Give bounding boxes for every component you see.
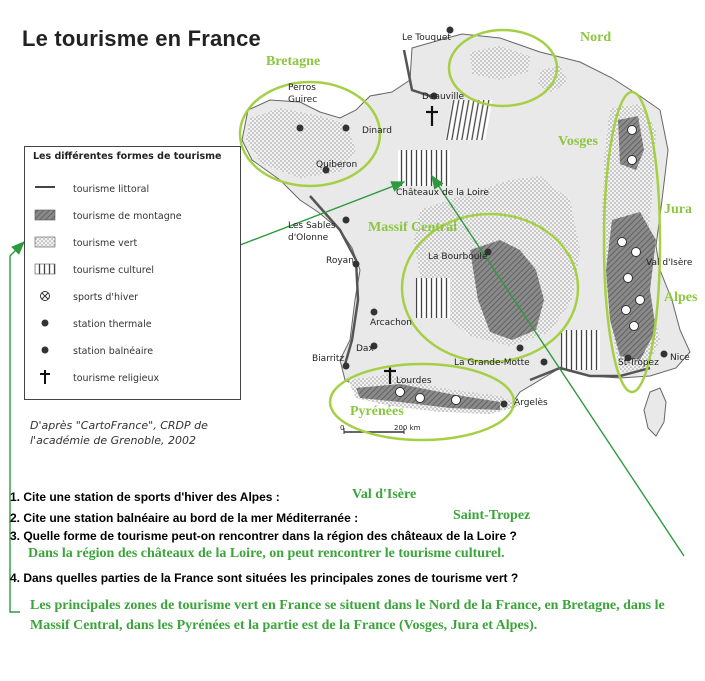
label-quiberon: Quiberon bbox=[316, 160, 358, 170]
dot-icon bbox=[33, 317, 57, 329]
culture-provence bbox=[560, 330, 600, 370]
station-dot bbox=[343, 217, 350, 224]
region-bretagne: Bretagne bbox=[266, 54, 321, 69]
label-biarritz: Biarritz bbox=[312, 354, 345, 364]
question-1: 1. Cite une station de sports d'hiver des Alpes : bbox=[10, 490, 280, 504]
legend-box bbox=[24, 146, 241, 400]
coast-line-icon bbox=[33, 181, 57, 193]
station-dot bbox=[517, 345, 524, 352]
arrow-green-answer bbox=[10, 242, 24, 612]
region-nord: Nord bbox=[580, 30, 612, 45]
answer-3: Dans la région des châteaux de la Loire, on peut rencontrer le tourisme culturel. bbox=[28, 546, 505, 561]
label-scale-km: 200 km bbox=[394, 424, 421, 432]
region-pyrenees: Pyrénées bbox=[350, 404, 404, 419]
label-argeles: Argelès bbox=[514, 398, 548, 408]
legend-title: Les différentes formes de tourisme bbox=[33, 151, 222, 162]
label-chateaux-loire: Châteaux de la Loire bbox=[396, 188, 489, 198]
answer-1: Val d'Isère bbox=[352, 487, 417, 502]
question-3: 3. Quelle forme de tourisme peut-on rencontrer dans la région des châteaux de la Loire ? bbox=[10, 529, 517, 543]
culture-normandy bbox=[445, 100, 492, 140]
cross-icon bbox=[33, 369, 57, 385]
page-title: Le tourisme en France bbox=[22, 26, 261, 51]
label-nice: Nice bbox=[670, 353, 690, 363]
dotted-pattern-icon bbox=[33, 236, 57, 248]
question-4: 4. Dans quelles parties de la France sont situées les principales zones de tourisme vert ? bbox=[10, 571, 519, 585]
corsica bbox=[644, 388, 666, 436]
label-sables-olonne: Les Sables d'Olonne bbox=[288, 221, 336, 243]
label-le-touquet: Le Touquet bbox=[402, 33, 451, 43]
station-dot bbox=[541, 359, 548, 366]
label-st-tropez: St-Tropez bbox=[618, 358, 659, 368]
label-deauville: Deauville bbox=[422, 92, 465, 102]
crossed-circle-icon bbox=[33, 290, 57, 302]
legend-label-religieux: tourisme religieux bbox=[73, 373, 160, 384]
label-royan: Royan bbox=[326, 256, 354, 266]
legend-label-culturel: tourisme culturel bbox=[73, 265, 154, 276]
region-jura: Jura bbox=[664, 202, 692, 217]
station-dot bbox=[343, 125, 350, 132]
label-dinard: Dinard bbox=[362, 126, 392, 136]
answer-4: Les principales zones de tourisme vert en France se situent dans le Nord de la France, en Bretagne, dans le Massif Central, dans les Pyrénées et la partie est de la France (Vosges, Jura et Alpes). bbox=[30, 598, 665, 633]
region-vosges: Vosges bbox=[558, 134, 598, 149]
station-dot bbox=[501, 401, 508, 408]
source-credit: D'après "CartoFrance", CRDP de l'académie de Grenoble, 2002 bbox=[30, 419, 208, 447]
label-la-grande-motte: La Grande-Motte bbox=[454, 358, 530, 368]
label-la-bourboule: La Bourboule bbox=[428, 252, 488, 262]
label-arcachon: Arcachon bbox=[370, 318, 412, 328]
legend-label-thermale: station thermale bbox=[73, 319, 152, 330]
label-dax: Dax bbox=[356, 344, 374, 354]
legend-label-littoral: tourisme littoral bbox=[73, 184, 150, 195]
legend-label-vert: tourisme vert bbox=[73, 238, 138, 249]
label-scale-zero: 0 bbox=[340, 424, 345, 432]
label-perros-guirec: Perros Guirec bbox=[288, 83, 318, 105]
label-val-isere: Val d'Isère bbox=[646, 258, 693, 268]
culture-southwest bbox=[415, 278, 451, 318]
culture-loire bbox=[398, 150, 450, 186]
dark-hatch-icon bbox=[33, 209, 57, 221]
region-alpes: Alpes bbox=[664, 290, 698, 305]
legend-label-montagne: tourisme de montagne bbox=[73, 211, 182, 222]
dot-icon bbox=[33, 344, 57, 356]
label-lourdes: Lourdes bbox=[396, 376, 432, 386]
question-2: 2. Cite une station balnéaire au bord de la mer Méditerranée : bbox=[10, 511, 359, 525]
station-dot bbox=[371, 309, 378, 316]
legend-label-sports-hiver: sports d'hiver bbox=[73, 292, 139, 303]
legend-label-balneaire: station balnéaire bbox=[73, 346, 154, 357]
station-dot bbox=[297, 125, 304, 132]
answer-2: Saint-Tropez bbox=[453, 508, 531, 523]
station-dot bbox=[661, 351, 668, 358]
region-massif-central: Massif Central bbox=[368, 220, 458, 235]
vertical-stripes-icon bbox=[33, 263, 57, 275]
